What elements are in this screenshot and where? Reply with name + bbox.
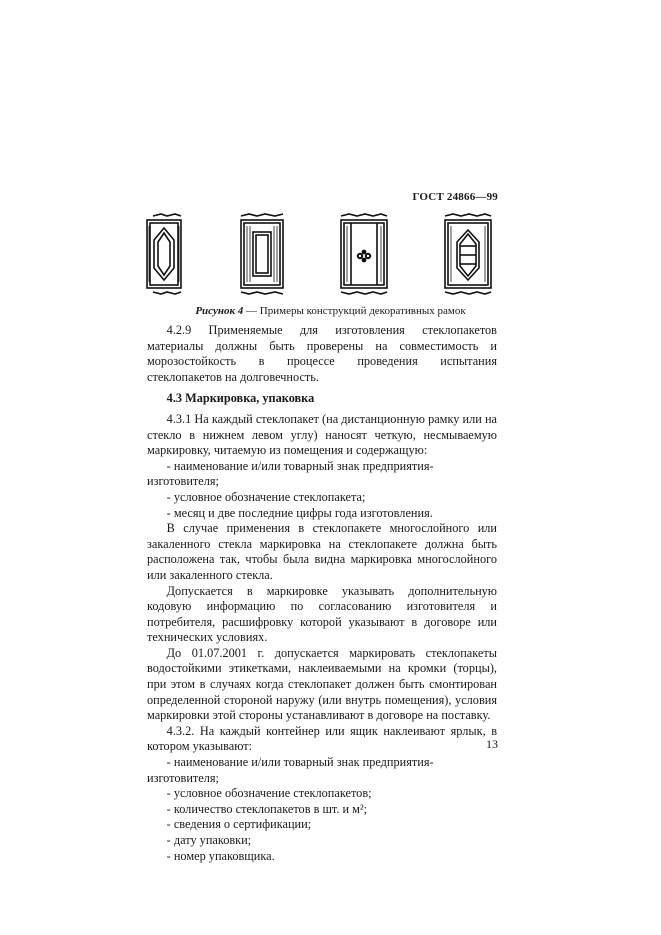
- list-item: - количество стеклопакетов в шт. и м²;: [166, 801, 368, 816]
- list-item: - условное обозначение стеклопакета;: [166, 489, 366, 504]
- paragraph-4-2-9: 4.2.9 Применяемые для изготовления стеклопакетов материалы должны быть проверены на совместимость и морозостойкость в процессе проведения испытания стеклопакетов на долговечность.: [147, 323, 497, 384]
- paragraph-labels-until-2001: До 01.07.2001 г. допускается маркировать стеклопакеты водостойкими этикетками, наклеиваемыми на кромки (торцы), при этом в случаях когда стеклопакет должен быть смонтирован определенной стороной наружу (или внутрь помещения), условия маркировки этой стороны устанавливают в договоре на поставку.: [147, 645, 497, 723]
- section-heading-4-3: 4.3 Маркировка, упаковка: [166, 391, 315, 406]
- frame-diamond-icon: [135, 212, 193, 296]
- paragraph-4-3-1: 4.3.1 На каждый стеклопакет (на дистанционную рамку или на стекло в нижнем левом углу) наносят четкую, несмываемую маркировку, читаемую из помещения и содержащую:: [147, 411, 497, 458]
- list-item: - наименование и/или товарный знак предприятия-изготовителя;: [147, 458, 434, 489]
- figure-4: [135, 212, 505, 296]
- page-number: 13: [486, 737, 498, 751]
- list-item: - сведения о сертификации;: [166, 817, 312, 832]
- figure-caption-text: — Примеры конструкций декоративных рамок: [243, 305, 466, 317]
- frame-ornament-icon: [335, 212, 393, 296]
- frame-hexagon-icon: [439, 212, 497, 296]
- document-body: [147, 323, 497, 864]
- figure-caption: [0, 305, 661, 317]
- list-item: - дату упаковки;: [166, 833, 252, 847]
- paragraph-additional-code: Допускается в маркировке указывать дополнительную кодовую информацию по согласованию изготовителя и потребителя, расшифровку которой указывают в договоре или технических условиях.: [147, 583, 497, 645]
- figure-caption-label: Рисунок 4: [195, 305, 244, 317]
- paragraph-4-3-2: 4.3.2. На каждый контейнер или ящик наклеивают ярлык, в котором указывают:: [147, 723, 497, 754]
- paragraph-laminated-glass: В случае применения в стеклопакете многослойного или закаленного стекла маркировка на стеклопакете должна быть расположена так, чтобы была видна маркировка многослойного или закаленного стекла.: [147, 521, 497, 582]
- list-item: - месяц и две последние цифры года изготовления.: [166, 505, 433, 520]
- list-item: - наименование и/или товарный знак предприятия-изготовителя;: [147, 755, 434, 785]
- list-item: - условное обозначение стеклопакетов;: [166, 786, 372, 801]
- frame-rectangle-icon: [233, 212, 291, 296]
- document-code: ГОСТ 24866—99: [412, 191, 498, 203]
- list-item: - номер упаковщика.: [166, 848, 275, 863]
